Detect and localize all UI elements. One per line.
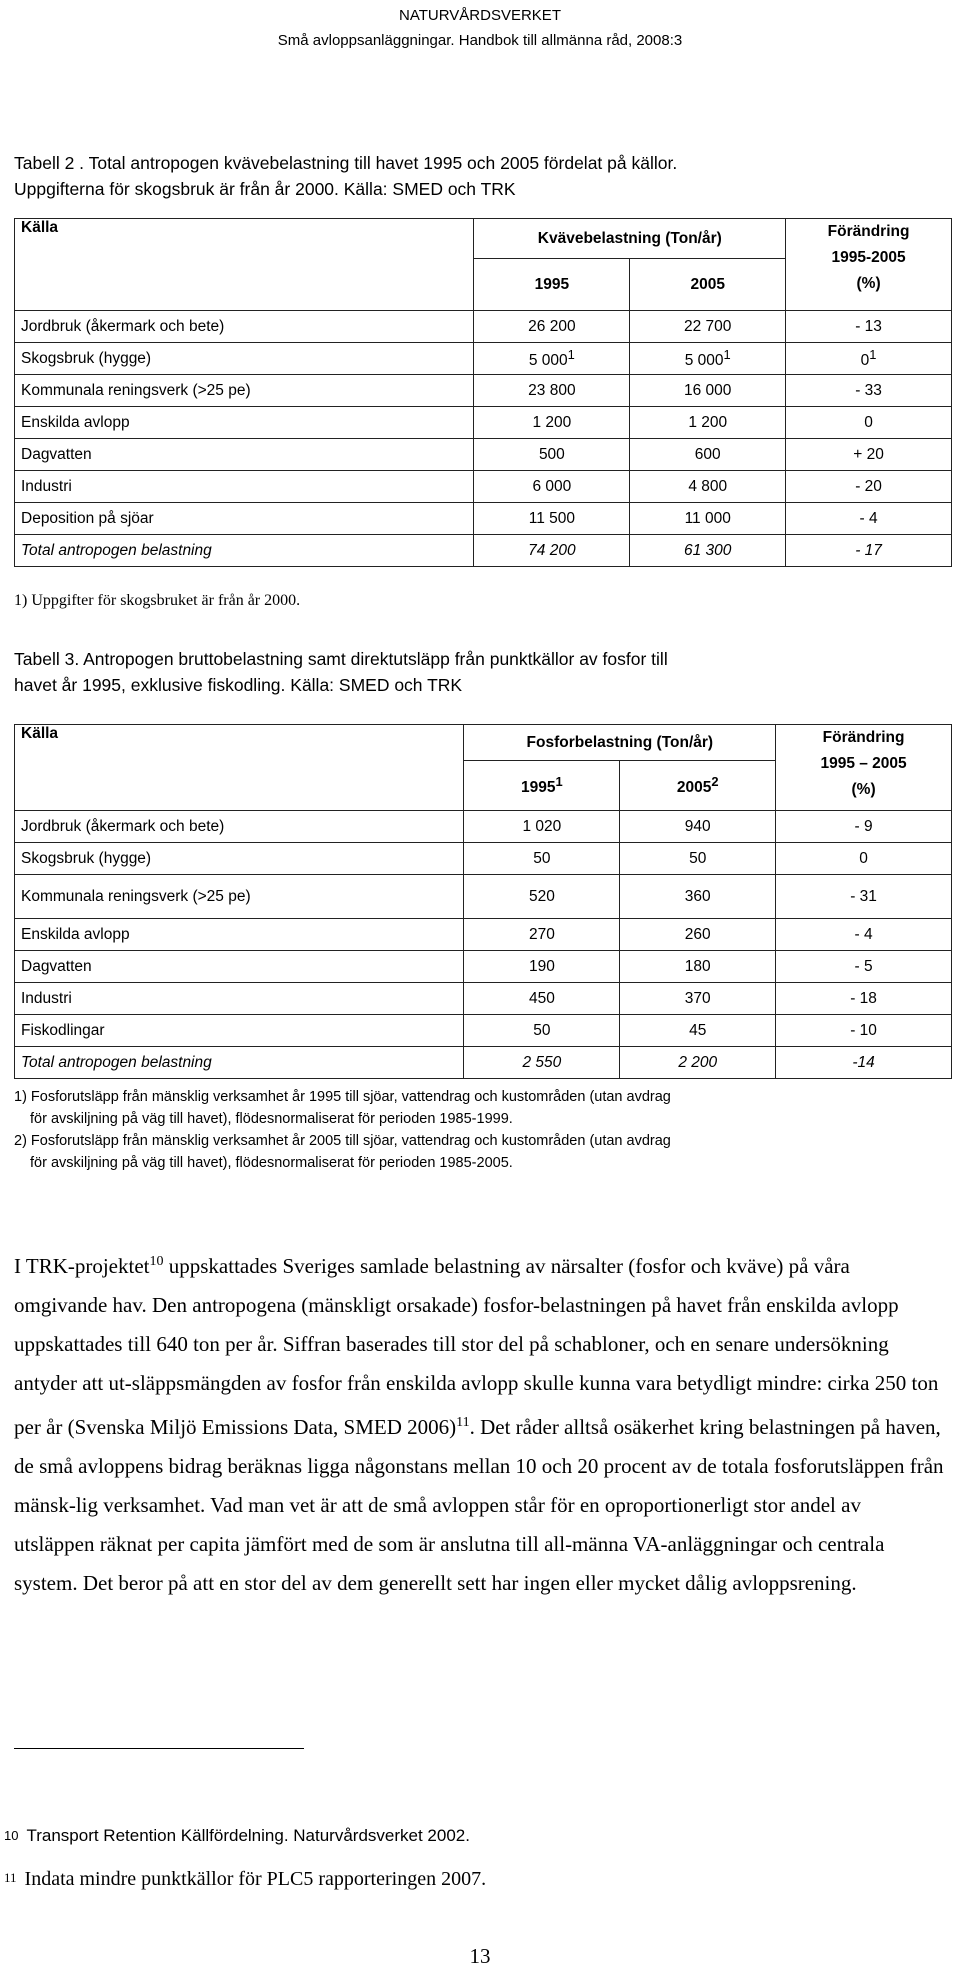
table-row: Skogsbruk (hygge) 5 $000^1$ 5 $000^1$ $0^1$: [15, 343, 952, 375]
table-row: Enskilda avlopp 1 200 1 200 0: [15, 407, 952, 439]
table3-caption: [14, 646, 944, 698]
table2-footnote: 1) Uppgifter för skogsbruket är från år 2000.: [14, 592, 301, 609]
table-total-row: Total antropogen belastning 2 550 2 200 -14: [15, 1047, 952, 1079]
phosphorus-table: [14, 724, 952, 1079]
table-row: Dagvatten 500 600 + 20: [15, 439, 952, 471]
table-header-row: [15, 219, 952, 259]
table-header-row: [15, 725, 952, 761]
table-total-row: Total antropogen belastning 74 200 61 300 - 17: [15, 535, 952, 567]
header-year-1995: 1995: [474, 259, 630, 311]
body-paragraph: I TRK-projektet$^{10}$ uppskattades Sveriges samlade belastning av närsalter (fosfor och kväve) på våra omgivande hav. Den antropogena (mänskligt orsakade) fosfor-belastningen på havet från enskilda avlopp uppskattades till 640 ton per år. Siffran baserades till stor del på schabloner, och en senare undersökning antyder att ut-släppsmängden av fosfor från enskilda avlopp skulle kunna vara betydligt mindre: cirka 250 ton per år (Svenska Miljö Emissions Data, SMED 2006)$^{11}$. Det råder alltså osäkerhet kring belastningen på haven, de små avloppens bidrag beräknas ligga någonstans mellan 10 och 20 procent av de totala fosforutsläppen från mänsk-lig verksamhet. Vad man vet är att de små avloppen står för en oproportionerligt stor andel av utsläppen räknat per capita jämfört med de som är anslutna till all-männa VA-anläggningar och centrala system. Det beror på att en stor del av dem generellt sett har ingen eller mycket dålig avloppsrening.: [14, 1254, 944, 1595]
header-change: Förändring 1995 – 2005 (%): [776, 725, 952, 811]
table-row: Industri 450 370 - 18: [15, 983, 952, 1015]
table-row: Skogsbruk (hygge) 50 50 0: [15, 843, 952, 875]
header-load: Fosforbelastning (Ton/år): [464, 725, 776, 761]
table-row: Dagvatten 190 180 - 5: [15, 951, 952, 983]
header-load: Kvävebelastning (Ton/år): [474, 219, 786, 259]
footnote-divider: [14, 1748, 304, 1749]
page-header: [0, 6, 960, 51]
agency-name: NATURVÅRDSVERKET: [399, 7, 561, 24]
table3-caption-line1: Tabell 3. Antropogen bruttobelastning samt direktutsläpp från punktkällor av fosfor till: [14, 649, 668, 669]
table3-footnote-2-line2: för avskiljning på väg till havet), flödesnormaliserat för perioden 1985-2005.: [30, 1155, 513, 1171]
footnote-10: $^{10}$ Transport Retention Källfördelning. Naturvårdsverket 2002.: [4, 1826, 470, 1845]
footnote-ref-11: 11: [456, 1415, 470, 1430]
table-row: Enskilda avlopp 270 260 - 4: [15, 919, 952, 951]
table-row: Kommunala reningsverk (>25 pe) 520 360 - 31: [15, 875, 952, 919]
header-year-1995: 1995$^1$: [464, 761, 620, 811]
table2-caption-line2: Uppgifterna för skogsbruk är från år 2000. Källa: SMED och TRK: [14, 179, 516, 199]
header-source: Källa: [15, 219, 474, 311]
table3-footnotes: [14, 1086, 671, 1174]
table-row: Jordbruk (åkermark och bete) 26 200 22 700 - 13: [15, 311, 952, 343]
header-year-2005: 2005: [630, 259, 786, 311]
header-year-2005: 2005$^2$: [620, 761, 776, 811]
table3-footnote-1-line2: för avskiljning på väg till havet), flödesnormaliserat för perioden 1985-1999.: [30, 1111, 513, 1127]
header-change: Förändring 1995-2005 (%): [786, 219, 952, 311]
header-source: Källa: [15, 725, 464, 811]
footnote-11: $^{11}$ Indata mindre punktkällor för PLC5 rapporteringen 2007.: [4, 1868, 487, 1890]
table-row: Fiskodlingar 50 45 - 10: [15, 1015, 952, 1047]
footnote-ref-10: 10: [149, 1254, 164, 1269]
table3-footnote-1-line1: 1) Fosforutsläpp från mänsklig verksamhet år 1995 till sjöar, vattendrag och kustområden (utan avdrag: [14, 1089, 671, 1105]
table-row: Jordbruk (åkermark och bete) 1 020 940 - 9: [15, 811, 952, 843]
page-number: 13: [469, 1944, 491, 1968]
table2-caption: [14, 150, 944, 202]
nitrogen-table: [14, 218, 952, 567]
publication-title: Små avloppsanläggningar. Handbok till allmänna råd, 2008:3: [277, 32, 683, 49]
table3-footnote-2-line1: 2) Fosforutsläpp från mänsklig verksamhet år 2005 till sjöar, vattendrag och kustområden (utan avdrag: [14, 1133, 671, 1149]
table-row: Deposition på sjöar 11 500 11 000 - 4: [15, 503, 952, 535]
table3-caption-line2: havet år 1995, exklusive fiskodling. Källa: SMED och TRK: [14, 675, 463, 695]
table2-caption-line1: Tabell 2 . Total antropogen kvävebelastning till havet 1995 och 2005 fördelat på källor.: [14, 153, 678, 173]
table-row: Kommunala reningsverk (>25 pe) 23 800 16 000 - 33: [15, 375, 952, 407]
table-row: Industri 6 000 4 800 - 20: [15, 471, 952, 503]
